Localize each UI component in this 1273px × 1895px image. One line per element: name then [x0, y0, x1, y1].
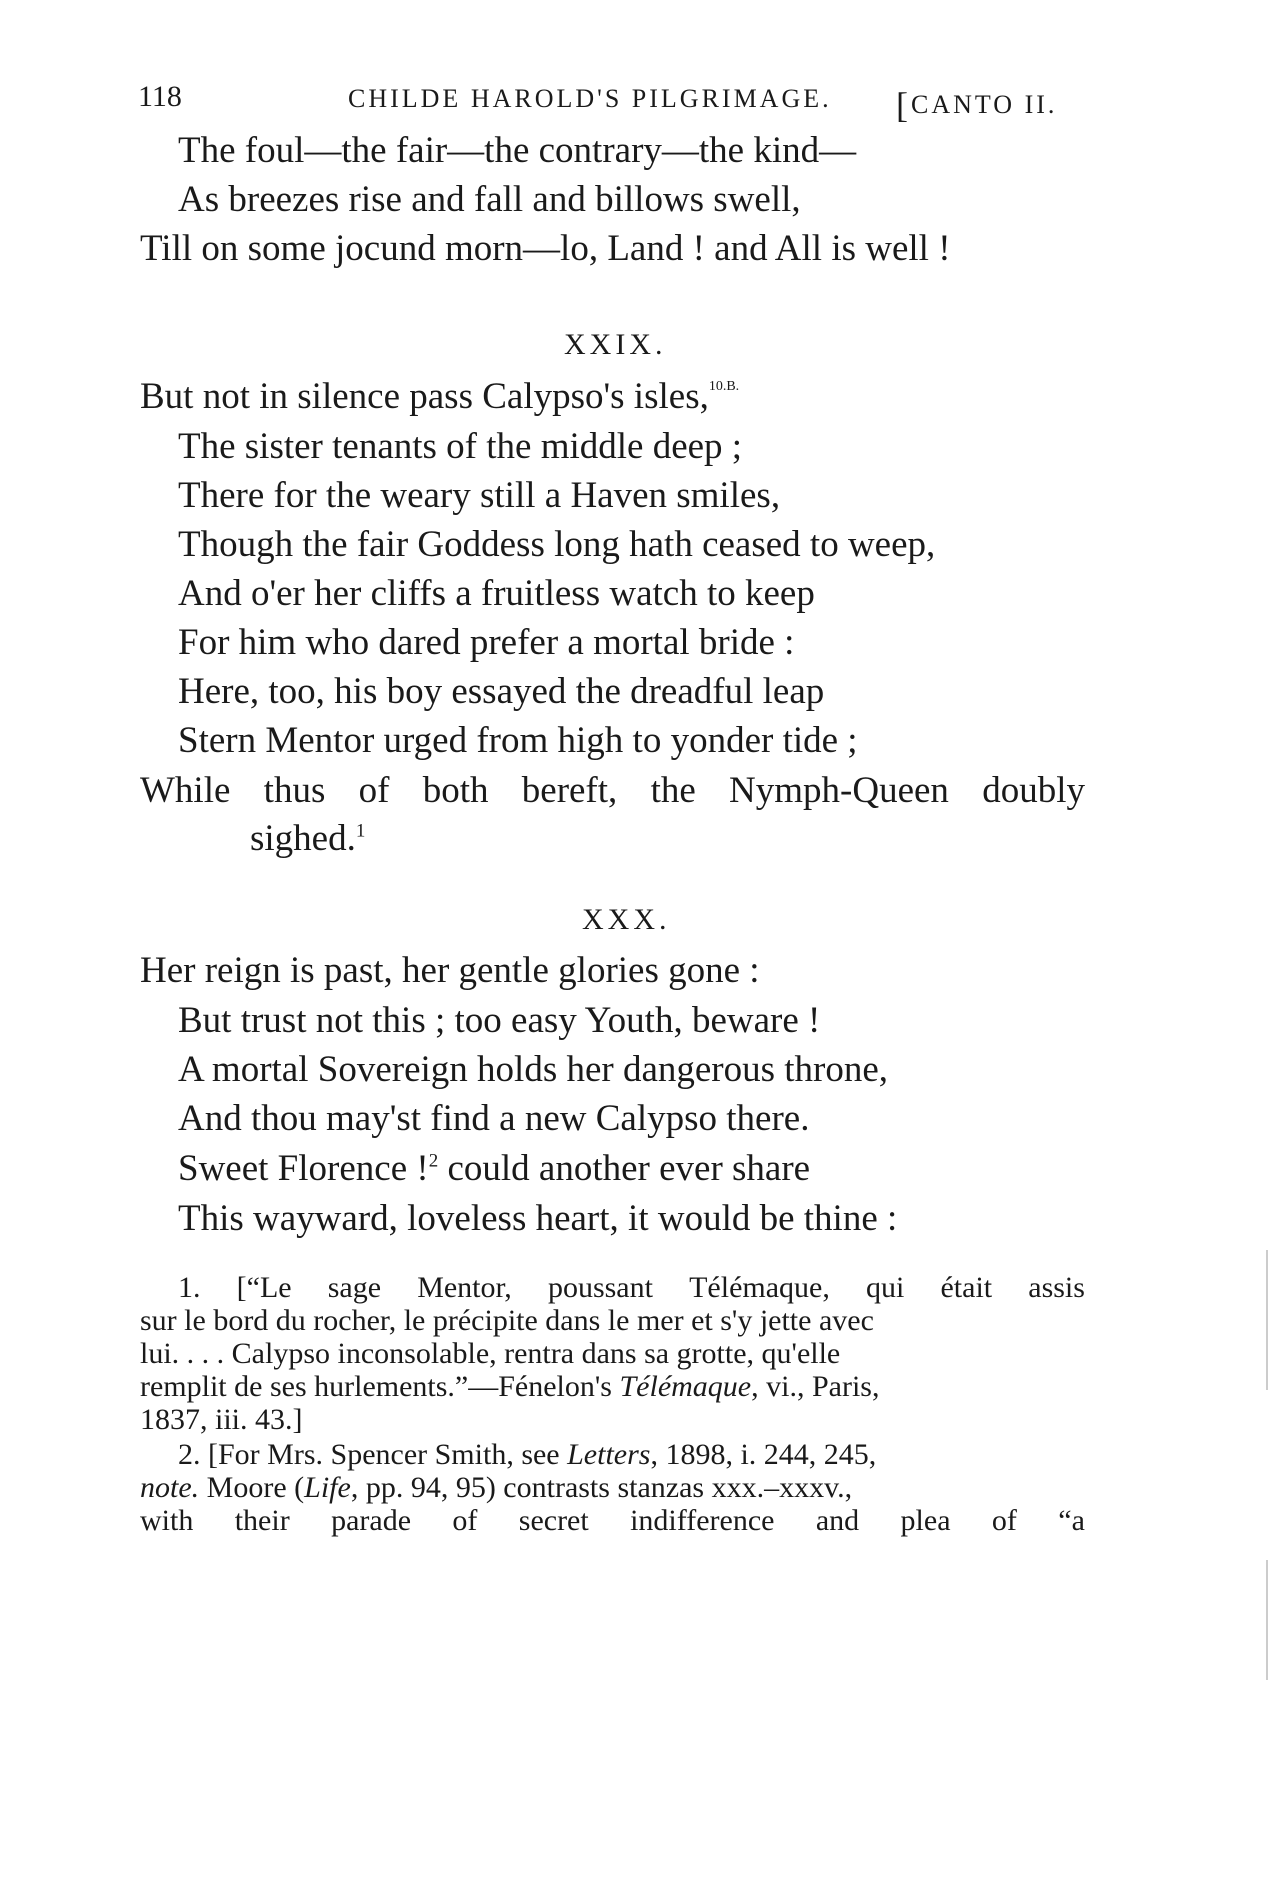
word: était: [940, 1271, 993, 1304]
word: [“Le: [236, 1271, 292, 1304]
verse-line: But trust not this ; too easy Youth, beware !: [178, 1000, 821, 1041]
scan-edge-mark: [1266, 1250, 1268, 1390]
verse-line: A mortal Sovereign holds her dangerous throne,: [178, 1049, 889, 1090]
footnote-1-line: [178, 1273, 1085, 1303]
word: bereft,: [521, 770, 618, 811]
verse-line: Her reign is past, her gentle glories gone :: [140, 950, 760, 991]
footnote-marker: 2: [428, 1150, 439, 1172]
running-header: [138, 72, 1088, 125]
word: thus: [263, 770, 326, 811]
word: of: [452, 1504, 478, 1537]
footnote-2-line: [140, 1506, 1085, 1536]
canto-label: [896, 80, 1058, 125]
canto-text: CANTO II.: [911, 90, 1058, 119]
word: 1.: [178, 1271, 201, 1304]
verse-line: Though the fair Goddess long hath ceased to weep,: [178, 524, 936, 565]
footnote-2-line: [140, 1473, 852, 1503]
word: parade: [331, 1504, 412, 1537]
verse-line-text: could another ever share: [438, 1148, 811, 1189]
word: of: [991, 1504, 1017, 1537]
canto-bracket: [: [896, 85, 911, 125]
verse-line: There for the weary still a Haven smiles,: [178, 475, 781, 516]
footnote-1-line: [140, 1372, 879, 1402]
word: secret: [518, 1504, 589, 1537]
verse-line-text: Sweet Florence !: [178, 1148, 429, 1189]
verse-line: [178, 1150, 810, 1187]
footnote-1-line: 1837, iii. 43.]: [140, 1403, 303, 1436]
footnote-title: Télémaque: [619, 1370, 752, 1403]
word: poussant: [547, 1271, 653, 1304]
word: indifference: [630, 1504, 775, 1537]
footnote-2-line: [178, 1440, 876, 1470]
word: Télémaque,: [689, 1271, 830, 1304]
word: the: [650, 770, 696, 811]
footnote-title: Life: [304, 1471, 351, 1504]
footnote-text: , pp. 94, 95) contrasts stanzas xxx.–xxxv.,: [350, 1471, 853, 1504]
footnote-note-label: note.: [140, 1471, 200, 1504]
verse-line: Stern Mentor urged from high to yonder tide ;: [178, 720, 858, 761]
word: of: [358, 770, 390, 811]
word: qui: [866, 1271, 905, 1304]
verse-line: The foul—the fair—the contrary—the kind—: [178, 130, 857, 171]
verse-line: For him who dared prefer a mortal bride :: [178, 622, 795, 663]
word: with: [140, 1504, 194, 1537]
word: and: [815, 1504, 860, 1537]
scan-edge-mark: [1266, 1560, 1268, 1680]
verse-line-continuation: [250, 820, 365, 857]
word: Nymph-Queen: [729, 770, 949, 811]
verse-line-text: sighed.: [250, 818, 356, 859]
verse-line-text: But not in silence pass Calypso's isles,: [140, 376, 709, 417]
verse-line: And thou may'st find a new Calypso there.: [178, 1098, 810, 1139]
verse-line: [140, 378, 739, 415]
word: “a: [1058, 1504, 1085, 1537]
footnote-text: Moore (: [199, 1471, 305, 1504]
footnote-title: Letters: [567, 1438, 651, 1471]
footnote-text: , vi., Paris,: [751, 1370, 880, 1403]
verse-line: Here, too, his boy essayed the dreadful leap: [178, 671, 825, 712]
word: Mentor,: [417, 1271, 512, 1304]
footnote-1-line: sur le bord du rocher, le précipite dans le mer et s'y jette avec: [140, 1304, 874, 1337]
footnote-1-line: lui. . . . Calypso inconsolable, rentra dans sa grotte, qu'elle: [140, 1337, 841, 1370]
word: While: [140, 770, 231, 811]
stanza-number-xxix: XXIX.: [564, 328, 667, 361]
word: doubly: [982, 770, 1085, 811]
footnote-text: remplit de ses hurlements.”—Fénelon's: [140, 1370, 620, 1403]
running-title: CHILDE HAROLD'S PILGRIMAGE.: [348, 84, 832, 113]
verse-line: This wayward, loveless heart, it would be thine :: [178, 1198, 898, 1239]
verse-line: Till on some jocund morn—lo, Land ! and All is well !: [140, 228, 951, 269]
word: plea: [900, 1504, 951, 1537]
verse-line: And o'er her cliffs a fruitless watch to keep: [178, 573, 815, 614]
word: both: [422, 770, 489, 811]
word: assis: [1028, 1271, 1085, 1304]
verse-line: The sister tenants of the middle deep ;: [178, 426, 743, 467]
page-number: 118: [138, 80, 182, 113]
verse-line: As breezes rise and fall and billows swell,: [178, 179, 801, 220]
word: sage: [327, 1271, 382, 1304]
editorial-reference: 10.B.: [708, 379, 740, 394]
stanza-number-xxx: XXX.: [582, 903, 671, 936]
word: their: [234, 1504, 290, 1537]
footnote-marker: 1: [355, 820, 366, 842]
verse-line-justified: [140, 772, 1085, 809]
footnote-text: , 1898, i. 244, 245,: [650, 1438, 877, 1471]
footnote-text: 2. [For Mrs. Spencer Smith, see: [178, 1438, 568, 1471]
